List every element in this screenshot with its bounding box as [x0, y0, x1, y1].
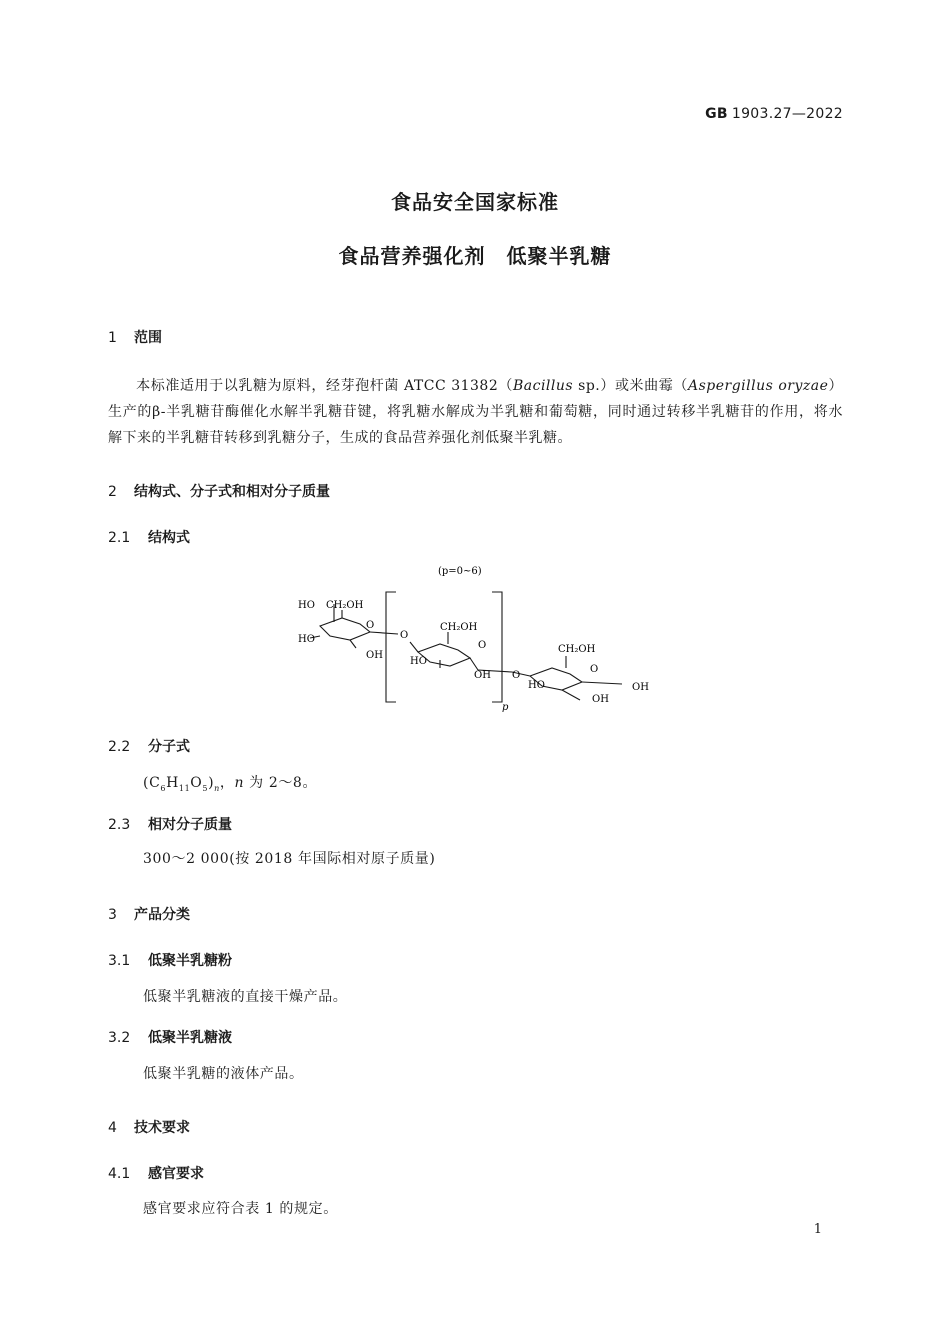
section-2-2-title: 分子式 [148, 739, 190, 755]
document-title-1: 食品安全国家标准 [391, 190, 559, 214]
label-ch2oh-2: CH₂OH [440, 622, 478, 633]
section-3-2-body: 低聚半乳糖的液体产品。 [143, 1066, 304, 1082]
label-oh-3: OH [592, 694, 609, 705]
section-2-1-heading: 2.1 结构式 [108, 530, 190, 546]
section-3-1-body: 低聚半乳糖液的直接干燥产品。 [143, 989, 348, 1005]
label-ho-4: HO [528, 680, 545, 691]
section-2-2-heading: 2.2 分子式 [108, 739, 190, 755]
label-oh-2: OH [474, 670, 491, 681]
repeat-label: (p=0~6) [438, 566, 482, 577]
molecular-mass-text: 300～2 000(按 2018 年国际相对原子质量) [143, 851, 436, 867]
section-3-2-title: 低聚半乳糖液 [148, 1030, 232, 1046]
section-3-title: 产品分类 [134, 907, 190, 923]
section-3-1-heading: 3.1 低聚半乳糖粉 [108, 953, 232, 969]
section-3-1-title: 低聚半乳糖粉 [148, 953, 232, 969]
label-ho-1: HO [298, 600, 315, 611]
standard-code [705, 106, 843, 122]
document-title-2: 食品营养强化剂 低聚半乳糖 [338, 244, 612, 268]
section-1-title: 范围 [134, 330, 162, 346]
section-1-heading: 1 范围 [108, 330, 162, 346]
label-o-1: O [366, 620, 375, 631]
structural-formula [290, 560, 660, 720]
section-4-heading: 4 技术要求 [108, 1120, 190, 1136]
label-o-2: O [400, 630, 409, 641]
scope-paragraph: 本标准适用于以乳糖为原料，经芽孢杆菌 ATCC 31382（Bacillus sp.）或米曲霉（Aspergillus oryzae）生产的β-半乳糖苷酶催化水解半乳糖苷键，将乳糖水解成为半乳糖和葡萄糖，同时通过转移半乳糖苷的作用，将水解下来的半乳糖苷转移到乳糖分子，生成的食品营养强化剂低聚半乳糖。 [108, 378, 844, 446]
label-oh-4: OH [632, 682, 649, 693]
code-number: 1903.27—2022 [731, 106, 843, 122]
label-oh-1: OH [366, 650, 383, 661]
section-3-2-heading: 3.2 低聚半乳糖液 [108, 1030, 232, 1046]
section-2-heading: 2 结构式、分子式和相对分子质量 [108, 484, 330, 500]
page-number: 1 [813, 1222, 822, 1237]
code-prefix: GB [705, 106, 728, 122]
section-4-title: 技术要求 [134, 1120, 190, 1136]
section-4-1-body: 感官要求应符合表 1 的规定。 [143, 1201, 338, 1217]
section-4-1-heading: 4.1 感官要求 [108, 1166, 204, 1182]
label-o-5: O [590, 664, 599, 675]
section-3-heading: 3 产品分类 [108, 907, 190, 923]
label-ho-3: HO [410, 656, 427, 667]
section-2-1-title: 结构式 [148, 530, 190, 546]
section-2-3-title: 相对分子质量 [148, 817, 232, 833]
section-4-1-title: 感官要求 [148, 1166, 204, 1182]
section-2-title: 结构式、分子式和相对分子质量 [134, 484, 330, 500]
label-ho-2: HO [298, 634, 315, 645]
repeat-subscript: p [502, 702, 509, 713]
label-ch2oh-1: CH₂OH [326, 600, 364, 611]
label-o-4: O [512, 670, 521, 681]
label-o-3: O [478, 640, 487, 651]
section-2-3-heading: 2.3 相对分子质量 [108, 817, 232, 833]
molecular-formula: $(C_6H_{11}O_5)_n$，n 为 2～8。 [143, 775, 318, 793]
label-ch2oh-3: CH₂OH [558, 644, 596, 655]
